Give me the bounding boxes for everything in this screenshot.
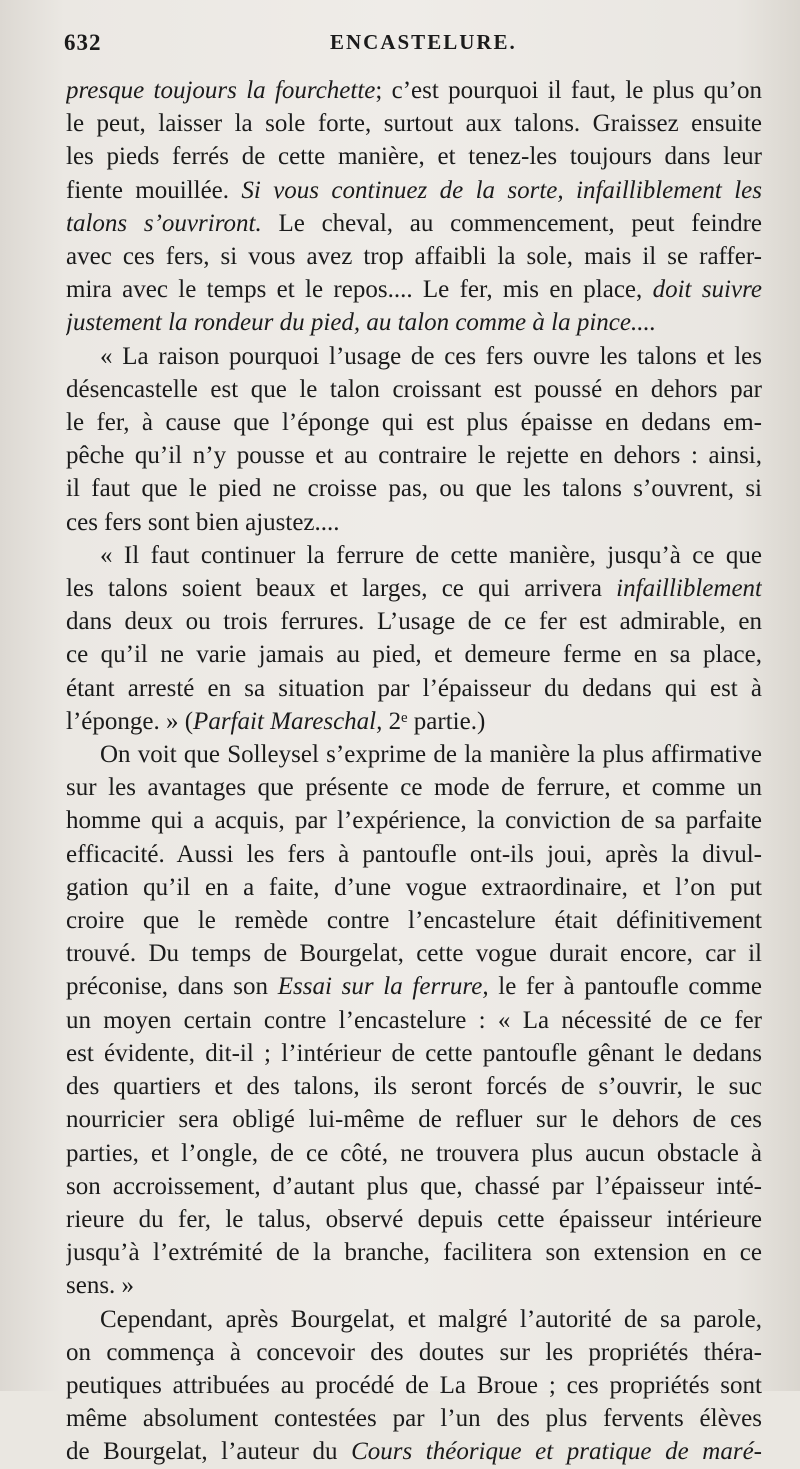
text-line <box>66 1402 762 1435</box>
italic-text: presque toujours la fourchette <box>66 77 376 104</box>
text-span: fiente mouillée. <box>66 176 242 204</box>
text-span: croire que le remède contre l’encastelure était définitivement <box>66 907 762 935</box>
text-line <box>66 1435 762 1468</box>
text-line <box>66 1336 762 1369</box>
text-line <box>66 1004 762 1037</box>
text-line <box>66 1070 762 1103</box>
text-span: est évidente, dit-il ; l’intérieur de cette pantoufle gênant le dedans <box>66 1039 762 1067</box>
text-line <box>66 240 762 273</box>
page-header <box>0 30 800 60</box>
text-line <box>66 74 762 107</box>
text-span: mira avec le temps et le repos.... Le fer, mis en place, <box>66 276 653 304</box>
text-line <box>66 373 762 406</box>
text-line <box>66 340 762 373</box>
text-span: jusqu’à l’extrémité de la branche, facilitera son extension en ce <box>66 1239 762 1267</box>
text-span: désencastelle est que le talon croissant est poussé en dehors par <box>66 375 762 403</box>
italic-text: talons s’ouvriront. <box>66 209 262 237</box>
text-line <box>66 1203 762 1236</box>
text-line <box>66 605 762 638</box>
text-span: pêche qu’il n’y pousse et au contraire le rejette en dehors : ainsi, <box>66 442 762 470</box>
page-number: 632 <box>64 30 102 55</box>
text-line <box>66 506 762 539</box>
text-line <box>66 771 762 804</box>
text-span: sens. » <box>66 1272 135 1300</box>
italic-text: infailliblement <box>616 575 762 603</box>
text-span: son accroissement, d’autant plus que, chassé par l’épaisseur inté- <box>66 1172 762 1200</box>
text-line <box>66 838 762 871</box>
text-span: le peut, laisser la sole forte, surtout aux talons. Graissez ensuite <box>66 110 762 138</box>
text-line <box>66 738 762 771</box>
text-line <box>66 1170 762 1203</box>
text-line <box>66 306 762 339</box>
text-line <box>66 406 762 439</box>
text-line <box>66 539 762 572</box>
text-span: les talons soient beaux et larges, ce qui arrivera <box>66 575 617 603</box>
text-line <box>66 439 762 472</box>
text-line <box>66 871 762 904</box>
text-line <box>66 638 762 671</box>
text-line <box>66 107 762 140</box>
text-line <box>66 1369 762 1402</box>
text-span: un moyen certain contre l’encastelure : « La nécessité de ce fer <box>66 1006 762 1034</box>
text-span: dans deux ou trois ferrures. L’usage de ce fer est admirable, en <box>66 608 762 636</box>
text-span: 2ᵉ partie.) <box>382 707 486 735</box>
text-line <box>66 804 762 837</box>
italic-text: doit suivre <box>652 276 762 304</box>
text-span: préconise, dans son <box>66 973 278 1001</box>
running-title: ENCASTELURE. <box>330 30 517 54</box>
italic-text: Parfait Mareschal, <box>193 707 383 735</box>
text-span: « La raison pourquoi l’usage de ces fers ouvre les talons et les <box>100 342 762 370</box>
text-line <box>66 1303 762 1336</box>
text-line <box>66 705 762 738</box>
text-line <box>66 1236 762 1269</box>
text-span: Cependant, après Bourgelat, et malgré l’autorité de sa parole, <box>100 1305 762 1333</box>
text-span: Le cheval, au commencement, peut feindre <box>261 209 762 237</box>
text-span: le fer, à cause que l’éponge qui est plus épaisse en dedans em- <box>66 409 762 437</box>
text-span: nourricier sera obligé lui-même de refluer sur le dehors de ces <box>66 1106 762 1134</box>
text-line <box>66 140 762 173</box>
text-span: On voit que Solleysel s’exprime de la manière la plus affirmative <box>100 741 762 769</box>
text-span: l’éponge. » ( <box>66 707 194 735</box>
text-line <box>66 1137 762 1170</box>
italic-text: Cours théorique et pratique de maré- <box>351 1438 762 1466</box>
text-span: rieure du fer, le talus, observé depuis cette épaisseur intérieure <box>66 1205 762 1233</box>
text-span: des quartiers et des talons, ils seront forcés de s’ouvrir, le suc <box>66 1073 762 1101</box>
text-span: peutiques attribuées au procédé de La Broue ; ces propriétés sont <box>66 1371 762 1399</box>
text-span: avec ces fers, si vous avez trop affaibli la sole, mais il se raffer- <box>66 243 762 271</box>
text-line <box>66 1103 762 1136</box>
text-span: parties, et l’ongle, de ce côté, ne trouvera plus aucun obstacle à <box>66 1139 762 1167</box>
text-span: étant arresté en sa situation par l’épaisseur du dedans qui est à <box>66 674 762 702</box>
text-span: ces fers sont bien ajustez.... <box>66 508 340 536</box>
text-span: ; c’est pourquoi il faut, le plus qu’on <box>375 77 762 104</box>
text-line <box>66 1037 762 1070</box>
text-line <box>66 572 762 605</box>
text-line <box>66 174 762 207</box>
text-line <box>66 672 762 705</box>
text-line <box>66 472 762 505</box>
italic-text: justement la rondeur du pied, au talon comme à la pince.... <box>66 309 656 337</box>
text-line <box>66 904 762 937</box>
text-span: les pieds ferrés de cette manière, et tenez-les toujours dans leur <box>66 143 762 171</box>
text-span: homme qui a acquis, par l’expérience, la conviction de sa parfaite <box>66 807 762 835</box>
italic-text: Essai sur la ferrure, <box>277 973 489 1001</box>
text-span: sur les avantages que présente ce mode de ferrure, et comme un <box>66 774 762 802</box>
text-span: le fer à pantoufle comme <box>488 973 762 1001</box>
text-span: de Bourgelat, l’auteur du <box>66 1438 352 1466</box>
text-line <box>66 273 762 306</box>
text-span: même absolument contestées par l’un des plus fervents élèves <box>66 1405 762 1433</box>
text-span: on commença à concevoir des doutes sur les propriétés théra- <box>66 1338 762 1366</box>
text-span: gation qu’il en a faite, d’une vogue extraordinaire, et l’on put <box>66 873 762 901</box>
text-line <box>66 207 762 240</box>
text-span: trouvé. Du temps de Bourgelat, cette vogue durait encore, car il <box>66 940 762 968</box>
text-line <box>66 970 762 1003</box>
text-line <box>66 937 762 970</box>
text-span: efficacité. Aussi les fers à pantoufle ont-ils joui, après la divul- <box>66 840 762 868</box>
text-span: « Il faut continuer la ferrure de cette manière, jusqu’à ce que <box>100 541 762 569</box>
italic-text: Si vous continuez de la sorte, infailliblement les <box>241 176 762 204</box>
text-span: ce qu’il ne varie jamais au pied, et demeure ferme en sa place, <box>66 641 762 669</box>
text-span: il faut que le pied ne croisse pas, ou que les talons s’ouvrent, si <box>66 475 762 503</box>
text-line <box>66 1269 762 1302</box>
body-text <box>66 74 762 1469</box>
